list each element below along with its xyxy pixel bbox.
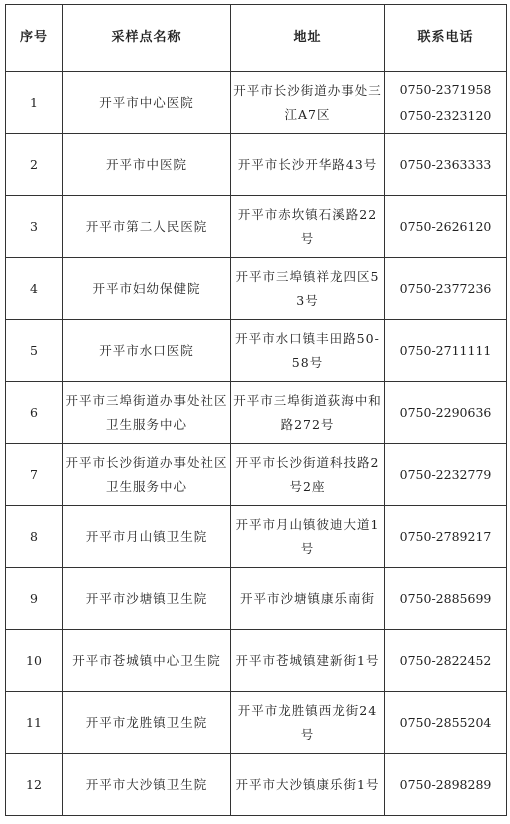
cell-no: 8 [6,506,63,568]
cell-phone [385,320,507,382]
sampling-sites-table [5,4,507,816]
cell-address: 开平市苍城镇建新街1号 [231,630,385,692]
cell-no: 4 [6,258,63,320]
cell-no: 11 [6,692,63,754]
table-row [6,444,507,506]
cell-address: 开平市赤坎镇石溪路22号 [231,196,385,258]
header-phone: 联系电话 [385,5,507,72]
cell-no: 12 [6,754,63,816]
cell-site-name: 开平市沙塘镇卫生院 [63,568,231,630]
cell-address: 开平市三埠镇祥龙四区53号 [231,258,385,320]
table-row [6,630,507,692]
phone-number: 0750-2377236 [399,280,492,296]
table-row [6,72,507,134]
cell-phone [385,506,507,568]
cell-address: 开平市月山镇彼迪大道1号 [231,506,385,568]
header-site-name: 采样点名称 [63,5,231,72]
cell-no: 9 [6,568,63,630]
cell-phone [385,382,507,444]
cell-address: 开平市长沙开华路43号 [231,134,385,196]
table-row [6,754,507,816]
cell-no: 5 [6,320,63,382]
cell-no: 10 [6,630,63,692]
cell-phone [385,692,507,754]
phone-number: 0750-2855204 [399,714,492,730]
table-row [6,320,507,382]
phone-number: 0750-2626120 [399,218,492,234]
phone-number: 0750-2323120 [399,107,492,123]
cell-phone [385,134,507,196]
table-row [6,506,507,568]
cell-site-name: 开平市龙胜镇卫生院 [63,692,231,754]
cell-site-name: 开平市中心医院 [63,72,231,134]
cell-no: 1 [6,72,63,134]
cell-address: 开平市大沙镇康乐街1号 [231,754,385,816]
cell-site-name: 开平市大沙镇卫生院 [63,754,231,816]
cell-phone [385,444,507,506]
cell-site-name: 开平市妇幼保健院 [63,258,231,320]
cell-phone [385,196,507,258]
phone-number: 0750-2789217 [399,528,492,544]
table-row [6,196,507,258]
table-row [6,568,507,630]
cell-no: 6 [6,382,63,444]
phone-number: 0750-2290636 [399,404,492,420]
cell-address: 开平市水口镇丰田路50-58号 [231,320,385,382]
table-header-row [6,5,507,72]
cell-site-name: 开平市月山镇卫生院 [63,506,231,568]
table-row [6,134,507,196]
phone-number: 0750-2371958 [399,81,492,97]
cell-phone [385,630,507,692]
phone-number: 0750-2363333 [399,156,492,172]
cell-address: 开平市长沙街道办事处三江A7区 [231,72,385,134]
phone-number: 0750-2898289 [399,776,492,792]
table-row [6,382,507,444]
cell-address: 开平市长沙街道科技路2号2座 [231,444,385,506]
cell-site-name: 开平市中医院 [63,134,231,196]
phone-number: 0750-2232779 [399,466,492,482]
phone-number: 0750-2822452 [399,652,492,668]
cell-site-name: 开平市第二人民医院 [63,196,231,258]
cell-address: 开平市沙塘镇康乐南街 [231,568,385,630]
phone-number: 0750-2885699 [399,590,492,606]
cell-site-name: 开平市苍城镇中心卫生院 [63,630,231,692]
cell-site-name: 开平市长沙街道办事处社区卫生服务中心 [63,444,231,506]
cell-phone [385,568,507,630]
cell-address: 开平市龙胜镇西龙街24号 [231,692,385,754]
cell-no: 3 [6,196,63,258]
header-address: 地址 [231,5,385,72]
cell-phone [385,72,507,134]
header-no: 序号 [6,5,63,72]
cell-no: 7 [6,444,63,506]
cell-no: 2 [6,134,63,196]
table-row [6,692,507,754]
cell-phone [385,258,507,320]
cell-site-name: 开平市水口医院 [63,320,231,382]
cell-site-name: 开平市三埠街道办事处社区卫生服务中心 [63,382,231,444]
cell-phone [385,754,507,816]
table-row [6,258,507,320]
cell-address: 开平市三埠街道荻海中和路272号 [231,382,385,444]
phone-number: 0750-2711111 [399,342,492,358]
table-body [6,72,507,816]
